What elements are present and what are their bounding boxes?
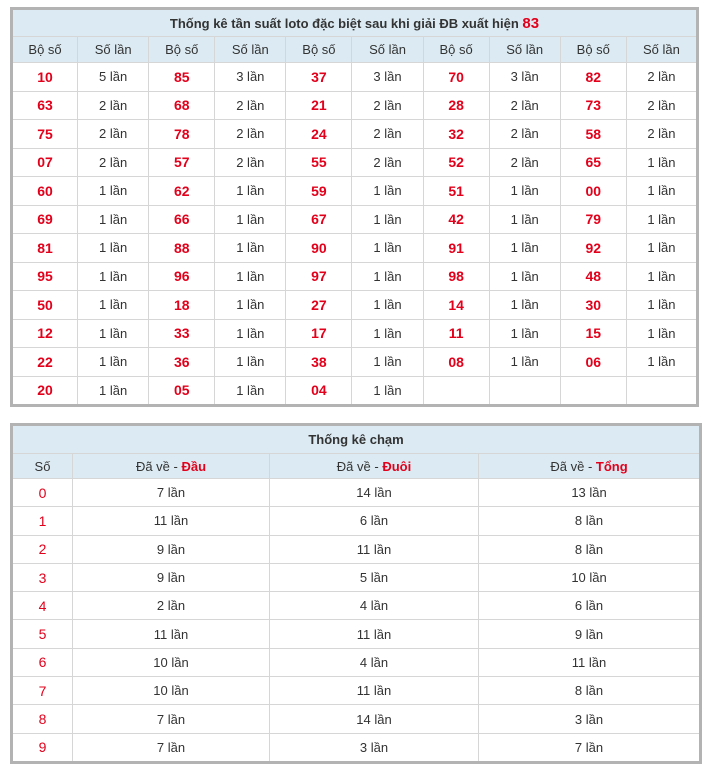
so-lan-cell: 1 lần xyxy=(78,348,149,377)
bo-so-cell: 24 xyxy=(286,120,352,149)
header-so-lan: Số lần xyxy=(78,37,149,63)
bo-so-cell: 33 xyxy=(149,319,215,348)
header-bo-so: Bộ số xyxy=(423,37,489,63)
so-lan-cell: 2 lần xyxy=(626,63,697,92)
so-lan-cell: 1 lần xyxy=(78,234,149,263)
table-row xyxy=(12,205,698,234)
bo-so-cell: 50 xyxy=(12,291,78,320)
bo-so-cell: 78 xyxy=(149,120,215,149)
bo-so-cell: 92 xyxy=(560,234,626,263)
header-so-lan: Số lần xyxy=(489,37,560,63)
header-so-lan: Số lần xyxy=(626,37,697,63)
bo-so-cell: 90 xyxy=(286,234,352,263)
bo-so-cell: 91 xyxy=(423,234,489,263)
so-lan-cell: 1 lần xyxy=(626,148,697,177)
so-lan-cell: 1 lần xyxy=(626,319,697,348)
bo-so-cell: 88 xyxy=(149,234,215,263)
bo-so-cell: 58 xyxy=(560,120,626,149)
duoi-cell: 4 lần xyxy=(270,592,479,620)
table-row xyxy=(12,620,701,648)
header-da-ve: Đã về - xyxy=(336,458,379,474)
tong-cell: 10 lần xyxy=(479,563,701,591)
header-duoi-label: Đuôi xyxy=(382,458,412,474)
so-cell: 0 xyxy=(12,479,73,507)
so-cell: 9 xyxy=(12,733,73,762)
so-lan-cell: 3 lần xyxy=(352,63,423,92)
bo-so-cell: 60 xyxy=(12,177,78,206)
bo-so-cell: 62 xyxy=(149,177,215,206)
so-cell: 4 xyxy=(12,592,73,620)
header-dau xyxy=(73,454,270,479)
so-lan-cell: 1 lần xyxy=(215,177,286,206)
so-lan-cell xyxy=(489,376,560,406)
bo-so-cell: 11 xyxy=(423,319,489,348)
so-lan-cell: 2 lần xyxy=(352,91,423,120)
frequency-table xyxy=(10,7,699,407)
tong-cell: 8 lần xyxy=(479,507,701,535)
table-row xyxy=(12,376,698,406)
touch-stats-table xyxy=(10,423,702,764)
so-lan-cell: 1 lần xyxy=(489,177,560,206)
header-bo-so: Bộ số xyxy=(560,37,626,63)
so-lan-cell: 2 lần xyxy=(626,91,697,120)
bo-so-cell: 59 xyxy=(286,177,352,206)
bo-so-cell: 65 xyxy=(560,148,626,177)
tong-cell: 8 lần xyxy=(479,535,701,563)
bo-so-cell: 08 xyxy=(423,348,489,377)
so-cell: 3 xyxy=(12,563,73,591)
so-lan-cell: 1 lần xyxy=(489,234,560,263)
bo-so-cell: 97 xyxy=(286,262,352,291)
bo-so-cell: 07 xyxy=(12,148,78,177)
table-row xyxy=(12,535,701,563)
bo-so-cell: 22 xyxy=(12,348,78,377)
so-lan-cell: 1 lần xyxy=(352,205,423,234)
so-lan-cell: 2 lần xyxy=(215,148,286,177)
so-lan-cell: 3 lần xyxy=(215,63,286,92)
bo-so-cell: 79 xyxy=(560,205,626,234)
bo-so-cell: 28 xyxy=(423,91,489,120)
header-so: Số xyxy=(12,454,73,479)
bo-so-cell: 10 xyxy=(12,63,78,92)
so-lan-cell: 1 lần xyxy=(215,376,286,406)
so-cell: 8 xyxy=(12,705,73,733)
header-duoi xyxy=(270,454,479,479)
bo-so-cell: 55 xyxy=(286,148,352,177)
bo-so-cell: 98 xyxy=(423,262,489,291)
dau-cell: 10 lần xyxy=(73,648,270,676)
table-row xyxy=(12,733,701,762)
duoi-cell: 4 lần xyxy=(270,648,479,676)
header-da-ve: Đã về - xyxy=(135,458,178,474)
header-dau-label: Đầu xyxy=(181,458,207,474)
table-row xyxy=(12,319,698,348)
so-lan-cell: 1 lần xyxy=(626,205,697,234)
duoi-cell: 11 lần xyxy=(270,535,479,563)
bo-so-cell: 67 xyxy=(286,205,352,234)
dau-cell: 10 lần xyxy=(73,677,270,705)
so-lan-cell: 2 lần xyxy=(215,120,286,149)
so-lan-cell: 2 lần xyxy=(352,120,423,149)
so-lan-cell: 1 lần xyxy=(626,262,697,291)
bo-so-cell: 17 xyxy=(286,319,352,348)
bo-so-cell: 81 xyxy=(12,234,78,263)
so-lan-cell: 2 lần xyxy=(78,91,149,120)
so-lan-cell: 1 lần xyxy=(215,262,286,291)
table-row xyxy=(12,177,698,206)
header-bo-so: Bộ số xyxy=(286,37,352,63)
so-lan-cell: 2 lần xyxy=(78,148,149,177)
duoi-cell: 6 lần xyxy=(270,507,479,535)
dau-cell: 7 lần xyxy=(73,733,270,762)
so-lan-cell: 1 lần xyxy=(489,205,560,234)
header-so-lan: Số lần xyxy=(215,37,286,63)
bo-so-cell: 66 xyxy=(149,205,215,234)
so-lan-cell: 1 lần xyxy=(78,205,149,234)
so-lan-cell: 1 lần xyxy=(78,177,149,206)
bo-so-cell: 00 xyxy=(560,177,626,206)
bo-so-cell: 05 xyxy=(149,376,215,406)
header-tong-label: Tổng xyxy=(595,458,628,474)
duoi-cell: 3 lần xyxy=(270,733,479,762)
tong-cell: 9 lần xyxy=(479,620,701,648)
bo-so-cell xyxy=(560,376,626,406)
so-lan-cell: 1 lần xyxy=(215,205,286,234)
bo-so-cell: 85 xyxy=(149,63,215,92)
so-lan-cell: 1 lần xyxy=(352,376,423,406)
table-row xyxy=(12,705,701,733)
bo-so-cell: 30 xyxy=(560,291,626,320)
header-bo-so: Bộ số xyxy=(149,37,215,63)
header-so-lan: Số lần xyxy=(352,37,423,63)
table-row xyxy=(12,120,698,149)
duoi-cell: 11 lần xyxy=(270,677,479,705)
dau-cell: 7 lần xyxy=(73,705,270,733)
bo-so-cell: 37 xyxy=(286,63,352,92)
so-cell: 6 xyxy=(12,648,73,676)
bo-so-cell xyxy=(423,376,489,406)
dau-cell: 2 lần xyxy=(73,592,270,620)
dau-cell: 11 lần xyxy=(73,620,270,648)
table-row xyxy=(12,479,701,507)
so-lan-cell: 1 lần xyxy=(352,262,423,291)
so-lan-cell: 2 lần xyxy=(215,91,286,120)
bo-so-cell: 51 xyxy=(423,177,489,206)
duoi-cell: 5 lần xyxy=(270,563,479,591)
bo-so-cell: 75 xyxy=(12,120,78,149)
table-row xyxy=(12,148,698,177)
bo-so-cell: 95 xyxy=(12,262,78,291)
touch-stats-title: Thống kê chạm xyxy=(12,425,701,454)
bo-so-cell: 69 xyxy=(12,205,78,234)
table-row xyxy=(12,563,701,591)
so-lan-cell: 1 lần xyxy=(78,319,149,348)
so-lan-cell: 1 lần xyxy=(78,262,149,291)
so-lan-cell: 1 lần xyxy=(215,348,286,377)
so-lan-cell: 1 lần xyxy=(352,234,423,263)
bo-so-cell: 04 xyxy=(286,376,352,406)
duoi-cell: 11 lần xyxy=(270,620,479,648)
so-lan-cell: 1 lần xyxy=(215,319,286,348)
so-lan-cell: 2 lần xyxy=(489,120,560,149)
bo-so-cell: 52 xyxy=(423,148,489,177)
so-cell: 7 xyxy=(12,677,73,705)
so-lan-cell: 1 lần xyxy=(78,376,149,406)
bo-so-cell: 06 xyxy=(560,348,626,377)
header-bo-so: Bộ số xyxy=(12,37,78,63)
bo-so-cell: 96 xyxy=(149,262,215,291)
duoi-cell: 14 lần xyxy=(270,479,479,507)
title-text: Thống kê tần suất loto đặc biệt sau khi giải ĐB xuất hiện xyxy=(169,15,519,31)
table-row xyxy=(12,262,698,291)
so-lan-cell: 1 lần xyxy=(489,262,560,291)
bo-so-cell: 36 xyxy=(149,348,215,377)
bo-so-cell: 57 xyxy=(149,148,215,177)
so-lan-cell: 1 lần xyxy=(215,291,286,320)
table-row xyxy=(12,507,701,535)
title-number: 83 xyxy=(522,14,540,32)
so-lan-cell: 1 lần xyxy=(626,177,697,206)
bo-so-cell: 42 xyxy=(423,205,489,234)
bo-so-cell: 12 xyxy=(12,319,78,348)
duoi-cell: 14 lần xyxy=(270,705,479,733)
bo-so-cell: 20 xyxy=(12,376,78,406)
table-row xyxy=(12,291,698,320)
so-lan-cell: 2 lần xyxy=(78,120,149,149)
so-lan-cell: 5 lần xyxy=(78,63,149,92)
table-row xyxy=(12,63,698,92)
so-lan-cell: 1 lần xyxy=(352,177,423,206)
table-row xyxy=(12,677,701,705)
so-lan-cell: 1 lần xyxy=(626,234,697,263)
so-lan-cell: 1 lần xyxy=(489,319,560,348)
so-lan-cell: 1 lần xyxy=(215,234,286,263)
so-lan-cell xyxy=(626,376,697,406)
dau-cell: 7 lần xyxy=(73,479,270,507)
table-row xyxy=(12,592,701,620)
bo-so-cell: 63 xyxy=(12,91,78,120)
so-lan-cell: 1 lần xyxy=(352,319,423,348)
bo-so-cell: 27 xyxy=(286,291,352,320)
bo-so-cell: 15 xyxy=(560,319,626,348)
dau-cell: 11 lần xyxy=(73,507,270,535)
so-cell: 5 xyxy=(12,620,73,648)
bo-so-cell: 70 xyxy=(423,63,489,92)
so-lan-cell: 1 lần xyxy=(626,348,697,377)
bo-so-cell: 14 xyxy=(423,291,489,320)
so-lan-cell: 1 lần xyxy=(78,291,149,320)
table-row xyxy=(12,91,698,120)
bo-so-cell: 73 xyxy=(560,91,626,120)
frequency-table-title xyxy=(12,9,698,37)
so-lan-cell: 1 lần xyxy=(352,291,423,320)
so-cell: 1 xyxy=(12,507,73,535)
tong-cell: 3 lần xyxy=(479,705,701,733)
bo-so-cell: 48 xyxy=(560,262,626,291)
bo-so-cell: 38 xyxy=(286,348,352,377)
tong-cell: 7 lần xyxy=(479,733,701,762)
header-tong xyxy=(479,454,701,479)
table-row xyxy=(12,348,698,377)
so-lan-cell: 1 lần xyxy=(489,291,560,320)
so-lan-cell: 1 lần xyxy=(626,291,697,320)
bo-so-cell: 21 xyxy=(286,91,352,120)
header-da-ve: Đã về - xyxy=(550,458,593,474)
dau-cell: 9 lần xyxy=(73,535,270,563)
so-lan-cell: 1 lần xyxy=(489,348,560,377)
tong-cell: 13 lần xyxy=(479,479,701,507)
so-lan-cell: 3 lần xyxy=(489,63,560,92)
tong-cell: 6 lần xyxy=(479,592,701,620)
so-lan-cell: 2 lần xyxy=(352,148,423,177)
tong-cell: 11 lần xyxy=(479,648,701,676)
bo-so-cell: 18 xyxy=(149,291,215,320)
bo-so-cell: 68 xyxy=(149,91,215,120)
bo-so-cell: 82 xyxy=(560,63,626,92)
so-lan-cell: 2 lần xyxy=(489,91,560,120)
so-lan-cell: 1 lần xyxy=(352,348,423,377)
so-lan-cell: 2 lần xyxy=(626,120,697,149)
table-row xyxy=(12,648,701,676)
table-row xyxy=(12,234,698,263)
dau-cell: 9 lần xyxy=(73,563,270,591)
tong-cell: 8 lần xyxy=(479,677,701,705)
so-cell: 2 xyxy=(12,535,73,563)
bo-so-cell: 32 xyxy=(423,120,489,149)
so-lan-cell: 2 lần xyxy=(489,148,560,177)
